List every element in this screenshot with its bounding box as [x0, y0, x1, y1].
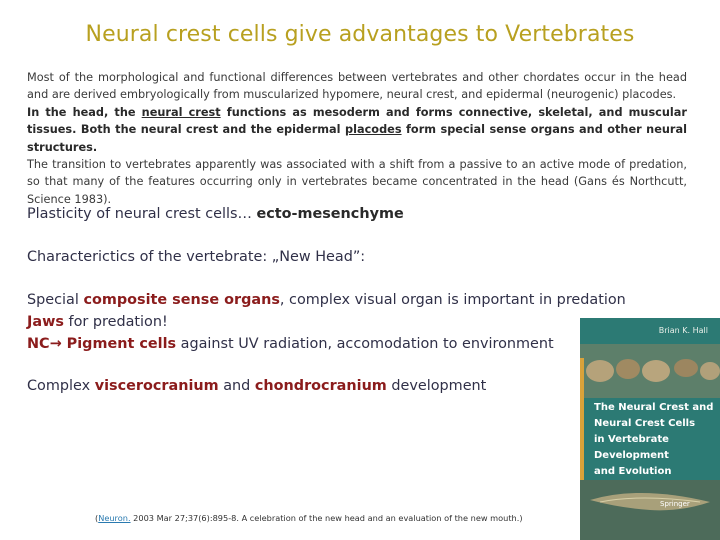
- special-text: Special: [27, 292, 84, 308]
- nc-line: [27, 336, 554, 352]
- citation: [95, 513, 523, 523]
- ecto-mesenchyme-text: ecto-mesenchyme: [256, 206, 404, 222]
- intro-p2-text-a: In the head, the: [27, 105, 142, 119]
- jaws-line: [27, 314, 168, 330]
- neuron-link[interactable]: Neuron.: [98, 513, 131, 523]
- intro-paragraph-1: Most of the morphological and functional differences between vertebrates and other chordates occur in the head and are derived embryologically from muscularized hypomere, neural crest, and epidermal (neurogenic) placodes.: [27, 71, 687, 102]
- plasticity-text: Plasticity of neural crest cells…: [27, 206, 257, 222]
- neural-crest-link[interactable]: neural crest: [141, 105, 221, 119]
- special-organs-line: [27, 292, 626, 308]
- book-title-line: and Evolution: [594, 466, 672, 477]
- and-text: and: [218, 378, 255, 394]
- intro-text: [27, 69, 687, 208]
- jaws-text: Jaws: [27, 314, 64, 330]
- book-title-line: The Neural Crest and: [594, 402, 714, 413]
- arrow-icon: →: [49, 336, 62, 352]
- chondrocranium-text: chondrocranium: [254, 378, 387, 394]
- intro-paragraph-2: [27, 104, 687, 156]
- development-text: development: [386, 378, 487, 394]
- viscerocranium-text: viscerocranium: [94, 378, 219, 394]
- citation-open: (: [95, 513, 99, 523]
- plasticity-line: [27, 206, 404, 222]
- nc-text: NC: [27, 336, 50, 352]
- book-title: [594, 400, 714, 480]
- complex-line: [27, 378, 486, 394]
- jaws-rest-text: for predation!: [63, 314, 168, 330]
- special-rest-text: , complex visual organ is important in predation: [279, 292, 626, 308]
- complex-text: Complex: [27, 378, 95, 394]
- composite-sense-organs-text: composite sense organs: [83, 292, 280, 308]
- book-title-line: Neural Crest Cells: [594, 418, 696, 429]
- fish-fossil-icon: [580, 480, 720, 540]
- nc-rest-text: against UV radiation, accomodation to environment: [176, 336, 554, 352]
- intro-paragraph-3: The transition to vertebrates apparently was associated with a shift from a passive to an active mode of predation, so that many of the features occurring only in vertebrates became concentrated in the head (Gans és Northcutt, Science 1983).: [27, 158, 687, 206]
- book-author: Brian K. Hall: [658, 326, 708, 335]
- fossil-strip-image: [580, 344, 720, 398]
- pigment-cells-text: Pigment cells: [61, 336, 177, 352]
- characteristics-line: Characterictics of the vertebrate: „New Head”:: [27, 249, 366, 265]
- fossil-icon: [580, 344, 720, 398]
- book-title-line: in Vertebrate Development: [594, 434, 669, 461]
- slide-title: Neural crest cells give advantages to Vertebrates: [85, 22, 635, 47]
- intro-p2-text-c: form special sense organs and other neural structures.: [27, 123, 687, 154]
- book-cover-image: [580, 318, 720, 540]
- citation-text: 2003 Mar 27;37(6):895-8. A celebration of the new head and an evaluation of the new mouth.): [130, 513, 523, 523]
- intro-p2-text-b: functions as mesoderm and forms connective, skeletal, and muscular tissues. Both the neural crest and the epidermal: [27, 105, 687, 137]
- fish-fossil-image: [580, 480, 720, 540]
- placodes-link[interactable]: placodes: [345, 123, 402, 137]
- book-publisher: Springer: [660, 500, 690, 508]
